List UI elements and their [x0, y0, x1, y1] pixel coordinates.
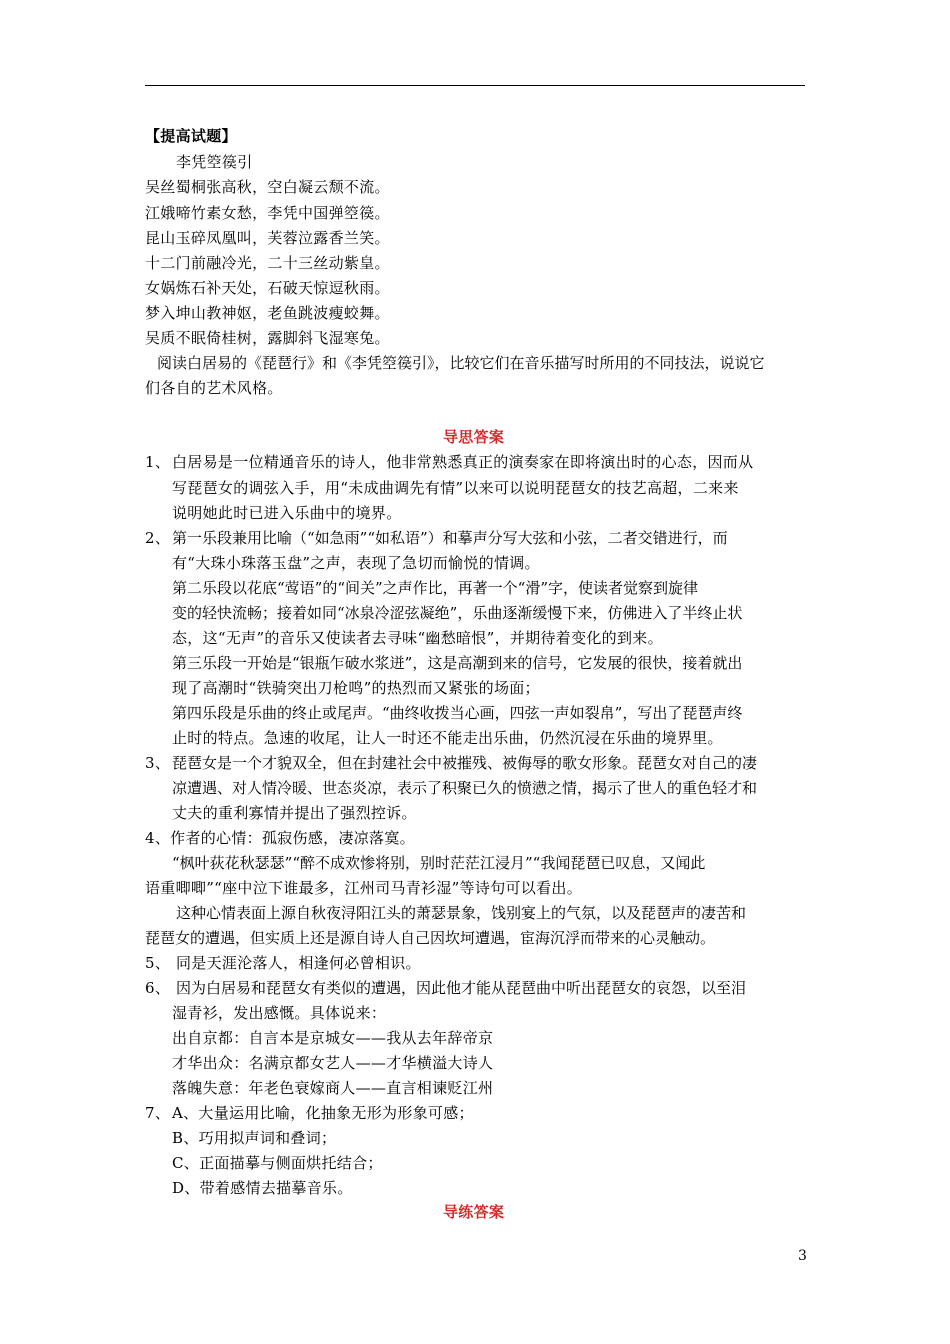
answer-number: 1、: [145, 453, 171, 471]
poem-line: 吴质不眠倚桂树，露脚斜飞湿寒兔。: [145, 329, 390, 347]
answer-line: 第三乐段一开始是“银瓶乍破水浆迸”，这是高潮到来的信号，它发展的很快，接着就出: [172, 654, 743, 672]
answer-line: 写琵琶女的调弦入手，用“未成曲调先有情”以来可以说明琵琶女的技艺高超，二来来: [172, 479, 739, 497]
answer-line: 同是天涯沦落人，相逢何必曾相识。: [176, 954, 421, 972]
answer-line: 第一乐段兼用比喻（“如急雨”“如私语”）和摹声分写大弦和小弦，二者交错进行，而: [172, 529, 728, 547]
answer-line: 有“大珠小珠落玉盘”之声，表现了急切而愉悦的情调。: [172, 554, 540, 572]
poem-line: 江娥啼竹素女愁，李凭中国弹箜篌。: [145, 204, 390, 222]
answer-line: 第四乐段是乐曲的终止或尾声。“曲终收拨当心画，四弦一声如裂帛”，写出了琵琶声终: [172, 704, 743, 722]
answer-line: 琵琶女是一个才貌双全，但在封建社会中被摧残、被侮辱的歌女形象。琵琶女对自己的凄: [172, 754, 758, 772]
answer-line: 白居易是一位精通音乐的诗人，他非常熟悉真正的演奏家在即将演出时的心态，因而从: [172, 453, 754, 471]
answer-line: 止时的特点。急速的收尾，让人一时还不能走出乐曲，仍然沉浸在乐曲的境界里。: [172, 729, 723, 747]
answer-line: 说明她此时已进入乐曲中的境界。: [172, 504, 402, 522]
answer-line: 凉遭遇、对人情冷暖、世态炎凉，表示了积聚已久的愤懑之情，揭示了世人的重色轻才和: [172, 779, 758, 797]
poem-line: 梦入坤山教神妪，老鱼跳波瘦蛟舞。: [145, 304, 390, 322]
answer-line: 琵琶女的遭遇，但实质上还是源自诗人自己因坎坷遭遇，宦海沉浮而带来的心灵触动。: [145, 929, 716, 947]
poem-line: 吴丝蜀桐张高秋，空白凝云颓不流。: [145, 178, 390, 196]
answer-line: A、大量运用比喻，化抽象无形为形象可感；: [172, 1104, 474, 1122]
answer-number: 7、: [145, 1104, 171, 1122]
answer-line: 才华出众：名满京都女艺人——才华横溢大诗人: [172, 1054, 494, 1072]
answer-line: 丈夫的重利寡情并提出了强烈控诉。: [172, 804, 417, 822]
page-number: 3: [798, 1248, 807, 1264]
answer-number: 3、: [145, 754, 171, 772]
poem-line: 十二门前融冷光，二十三丝动紫皇。: [145, 254, 390, 272]
poem-title: 李凭箜篌引: [176, 153, 253, 171]
poem-line: 昆山玉碎凤凰叫，芙蓉泣露香兰笑。: [145, 229, 390, 247]
answer-line: C、正面描摹与侧面烘托结合；: [172, 1154, 383, 1172]
answer-line: 语重唧唧”“座中泣下谁最多，江州司马青衫湿”等诗句可以看出。: [145, 879, 583, 897]
answer-number: 6、: [145, 979, 171, 997]
answer-line: D、带着感情去描摹音乐。: [172, 1179, 353, 1197]
practice-answers-heading: 导练答案: [443, 1203, 505, 1221]
answer-line: 出自京都：自言本是京城女——我从去年辞帝京: [172, 1029, 494, 1047]
answer-line: B、巧用拟声词和叠词；: [172, 1129, 337, 1147]
question-line: 们各自的艺术风格。: [145, 379, 283, 397]
answer-line: 湿青衫，发出感慨。具体说来：: [172, 1004, 387, 1022]
answer-line: 第二乐段以花底“莺语”的“间关”之声作比，再著一个“滑”字，使读者觉察到旋律: [172, 579, 699, 597]
answers-heading: 导思答案: [443, 428, 505, 446]
answer-line: 落魄失意：年老色衰嫁商人——直言相谏贬江州: [172, 1079, 494, 1097]
answer-line: 变的轻快流畅；接着如同“冰泉冷涩弦凝绝”，乐曲逐渐缓慢下来，仿佛进入了半终止状: [172, 604, 743, 622]
answer-line: “枫叶荻花秋瑟瑟”“醉不成欢惨将别，别时茫茫江浸月”“我闻琵琶已叹息，又闻此: [172, 854, 706, 872]
answer-line: 因为白居易和琵琶女有类似的遭遇，因此他才能从琵琶曲中听出琵琶女的哀怨，以至泪: [176, 979, 747, 997]
answer-line: 4、作者的心情：孤寂伤感，凄凉落寞。: [145, 829, 415, 847]
section-title: 【提高试题】: [145, 127, 237, 145]
question-line: 阅读白居易的《琵琶行》和《李凭箜篌引》，比较它们在音乐描写时所用的不同技法，说说它: [157, 354, 765, 372]
answer-number: 5、: [145, 954, 171, 972]
header-rule: [145, 85, 805, 86]
poem-line: 女娲炼石补天处，石破天惊逗秋雨。: [145, 279, 390, 297]
answer-line: 这种心情表面上源自秋夜浔阳江头的萧瑟景象，饯别宴上的气氛，以及琵琶声的凄苦和: [176, 904, 747, 922]
answer-line: 现了高潮时“铁骑突出刀枪鸣”的热烈而又紧张的场面；: [172, 679, 540, 697]
answer-line: 态，这“无声”的音乐又使读者去寻味“幽愁暗恨”，并期待着变化的到来。: [172, 629, 663, 647]
answer-number: 2、: [145, 529, 171, 547]
